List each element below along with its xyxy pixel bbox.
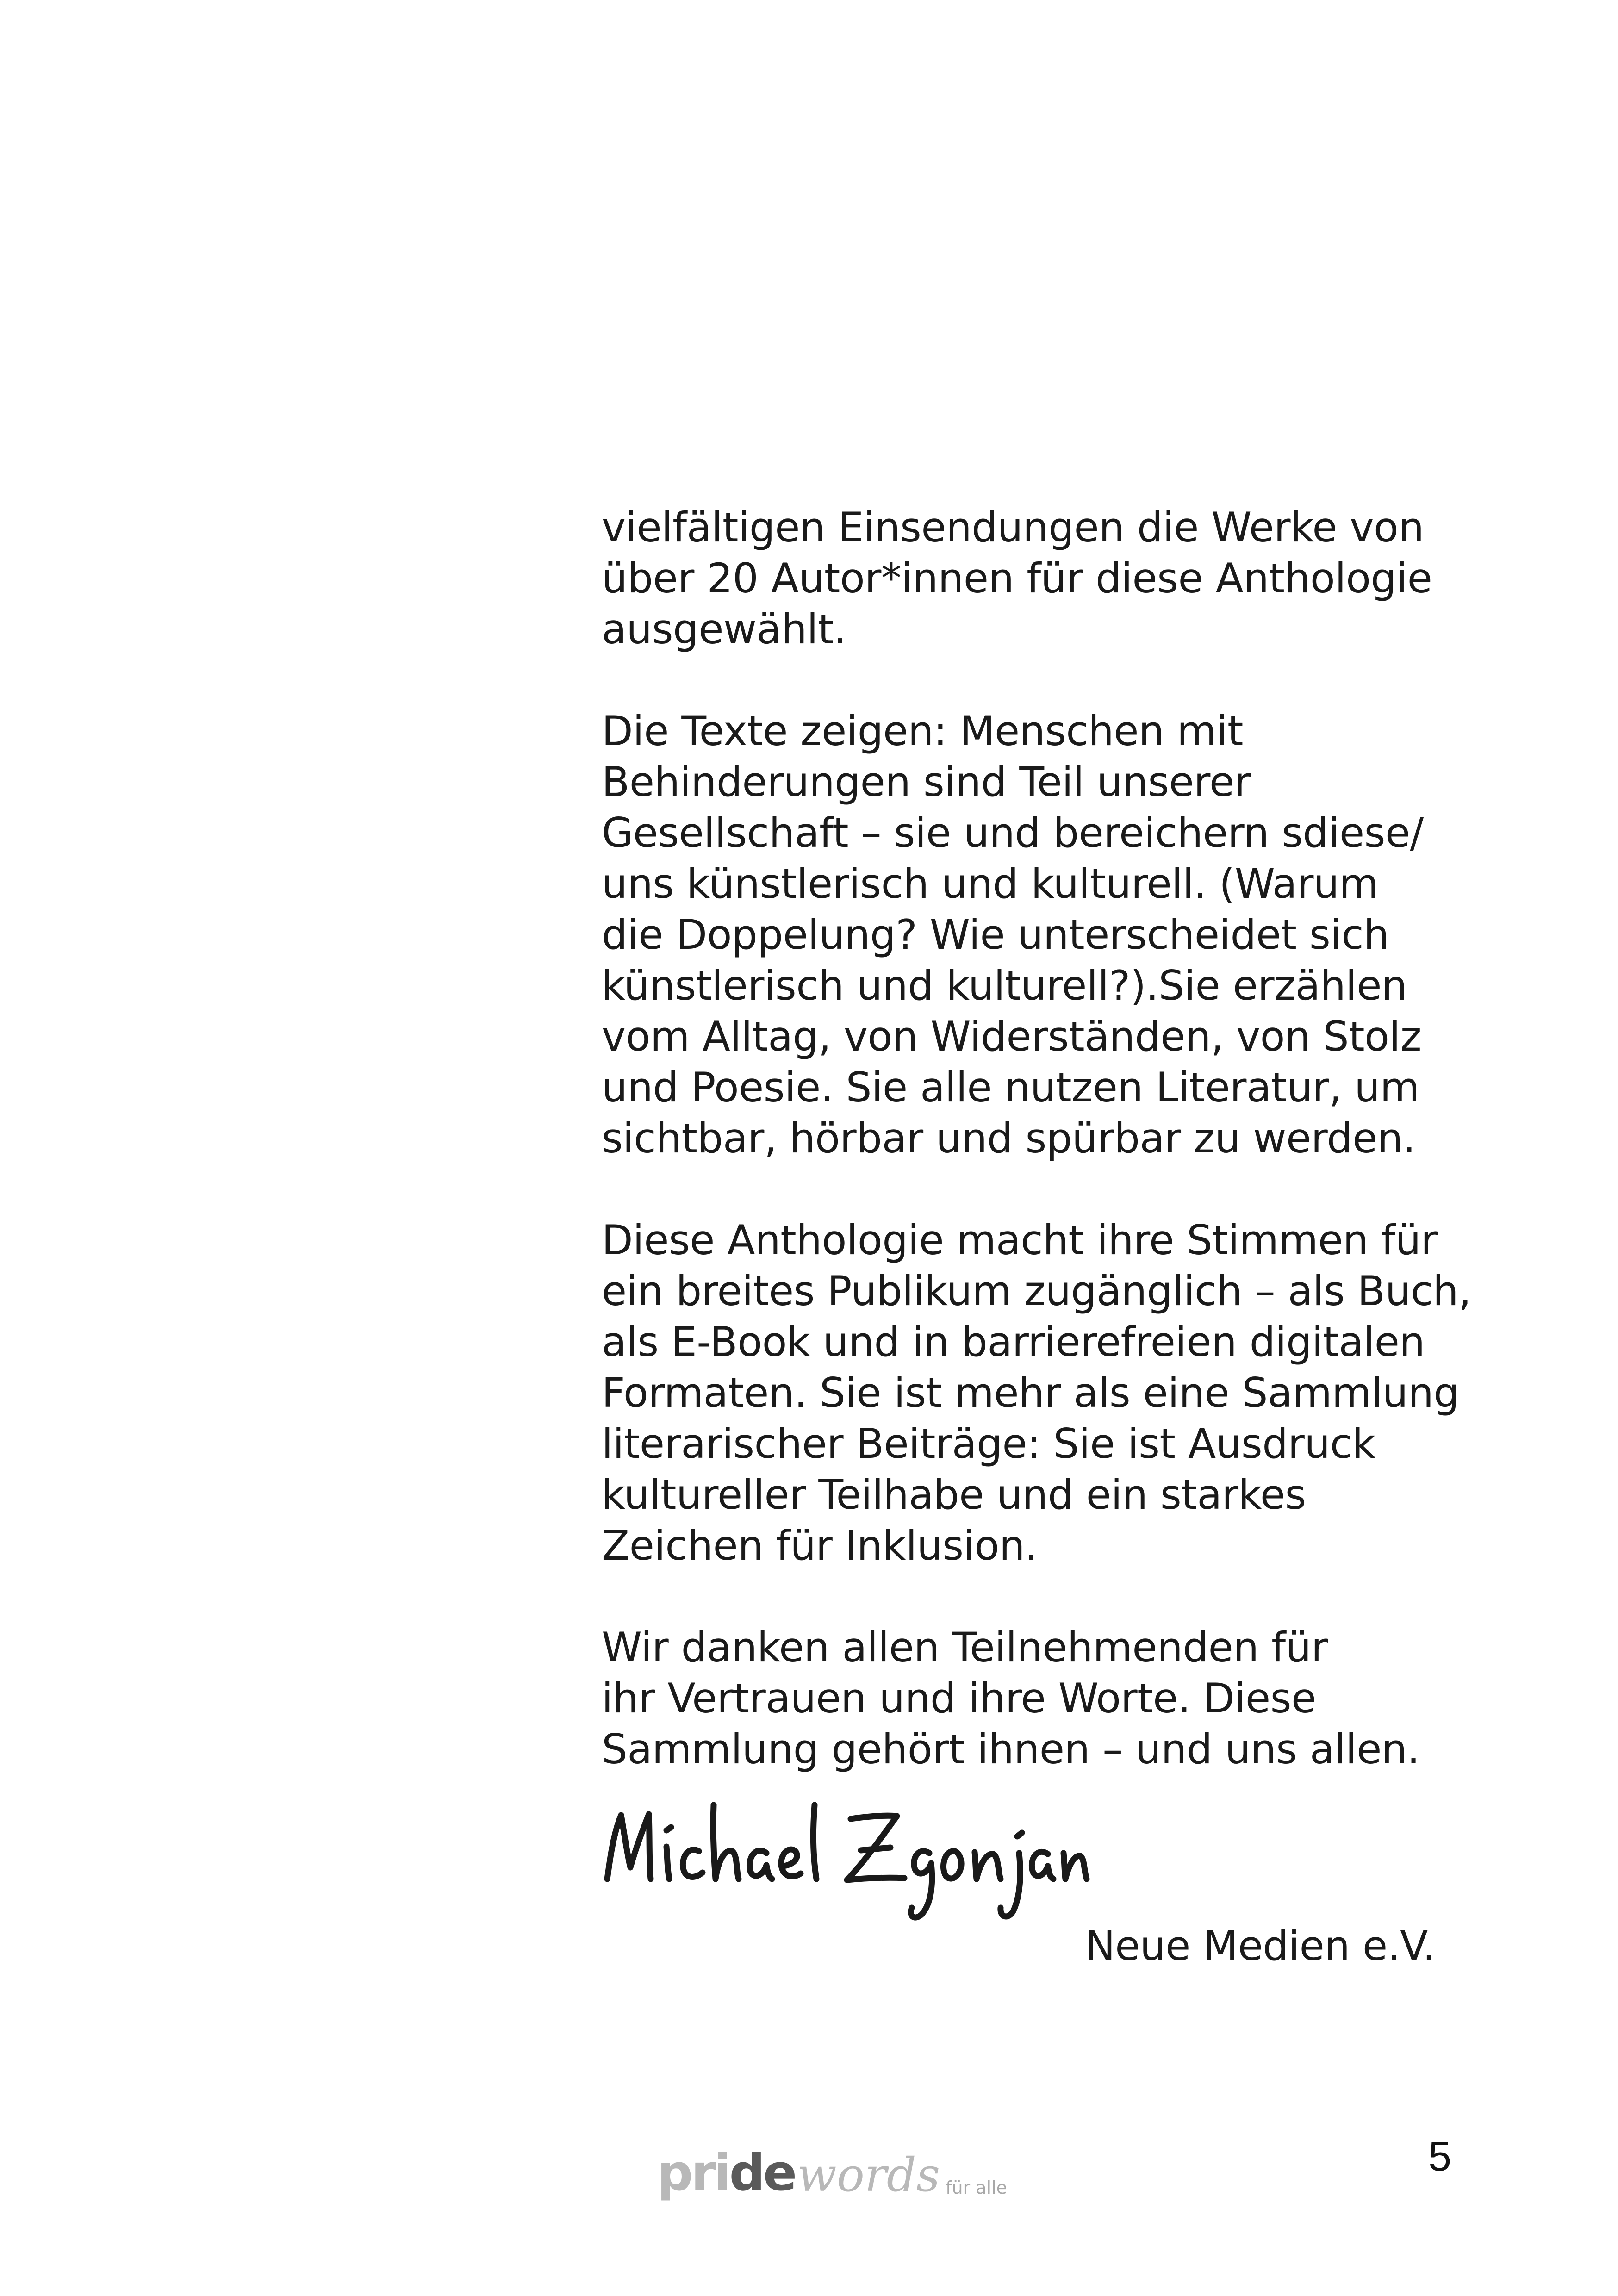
text-line: Zeichen für Inklusion.: [602, 1522, 1038, 1569]
text-line: ausgewählt.: [602, 605, 846, 653]
text-line: Die Texte zeigen: Menschen mit: [602, 707, 1243, 755]
text-line: ein breites Publikum zugänglich – als Buch,: [602, 1267, 1471, 1315]
letter-body: [602, 502, 1527, 1826]
text-line: Sammlung gehört ihnen – und uns allen.: [602, 1725, 1420, 1773]
text-line: die Doppelung? Wie unterscheidet sich: [602, 911, 1389, 958]
text-line: Behinderungen sind Teil unserer: [602, 758, 1251, 806]
pridewords-logo: [657, 2143, 1008, 2202]
text-line: Formaten. Sie ist mehr als eine Sammlung: [602, 1369, 1459, 1417]
text-line: vom Alltag, von Widerständen, von Stolz: [602, 1013, 1422, 1060]
organization-name: Neue Medien e.V.: [1084, 1922, 1435, 1970]
logo-pride-dark: de: [729, 2144, 796, 2202]
text-line: ihr Vertrauen und ihre Worte. Diese: [602, 1674, 1316, 1722]
text-line: als E-Book und in barrierefreien digitalen: [602, 1318, 1425, 1366]
paragraph-1: [602, 502, 1527, 655]
logo-words-text: words: [797, 2148, 940, 2202]
text-line: künstlerisch und kulturell?).Sie erzählen: [602, 962, 1407, 1009]
text-line: und Poesie. Sie alle nutzen Literatur, um: [602, 1064, 1419, 1111]
text-line: uns künstlerisch und kulturell. (Warum: [602, 860, 1379, 908]
text-line: über 20 Autor*innen für diese Anthologie: [602, 554, 1432, 602]
logo-subtitle: für alle: [946, 2178, 1008, 2198]
text-line: kultureller Teilhabe und ein starkes: [602, 1471, 1306, 1518]
text-line: Wir danken allen Teilnehmenden für: [602, 1624, 1328, 1671]
paragraph-2: [602, 706, 1527, 1164]
logo-pride-text: [657, 2144, 796, 2202]
text-line: vielfältigen Einsendungen die Werke von: [602, 504, 1424, 551]
logo-pride-light: pri: [657, 2144, 729, 2202]
page-number: 5: [1428, 2134, 1451, 2180]
text-line: literarischer Beiträge: Sie ist Ausdruck: [602, 1420, 1375, 1468]
paragraph-4: [602, 1622, 1527, 1775]
text-line: Gesellschaft – sie und bereichern sdiese/: [602, 809, 1424, 857]
paragraph-3: [602, 1215, 1527, 1571]
text-line: Diese Anthologie macht ihre Stimmen für: [602, 1216, 1438, 1264]
text-line: sichtbar, hörbar und spürbar zu werden.: [602, 1114, 1416, 1162]
signature-image: [597, 1786, 1097, 1925]
